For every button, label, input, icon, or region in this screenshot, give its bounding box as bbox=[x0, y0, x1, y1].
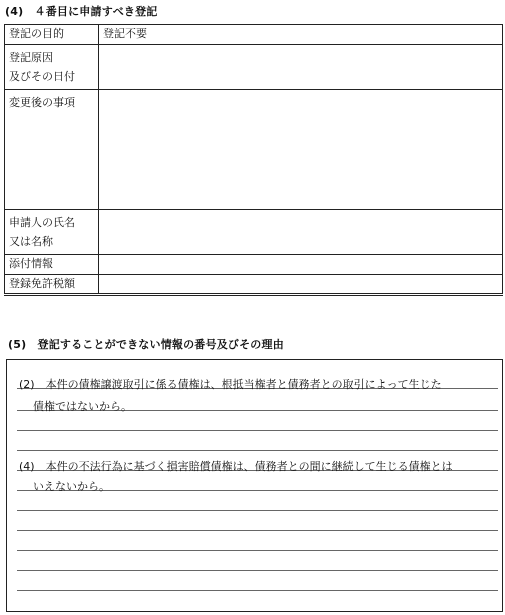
section4-title: (4) ４番目に申請すべき登記 bbox=[5, 5, 158, 18]
ruled-line bbox=[17, 530, 498, 531]
row-purpose bbox=[5, 25, 503, 45]
ruled-line bbox=[17, 570, 498, 571]
reason-line-1: (2) 本件の債権譲渡取引に係る債権は、根抵当権者と債務者との取引によって生じた bbox=[19, 378, 442, 391]
row-tax bbox=[5, 275, 503, 295]
label-cause-date: 登記原因 及びその日付 bbox=[5, 45, 99, 90]
label-purpose: 登記の目的 bbox=[5, 25, 99, 45]
label-applicant: 申請人の氏名 又は名称 bbox=[5, 210, 99, 255]
row-attachments bbox=[5, 255, 503, 275]
value-tax[interactable] bbox=[99, 275, 503, 295]
value-applicant[interactable] bbox=[99, 210, 503, 255]
row-applicant bbox=[5, 210, 503, 255]
ruled-line bbox=[17, 590, 498, 591]
value-cause-date[interactable] bbox=[99, 45, 503, 90]
label-changed-matters: 変更後の事項 bbox=[5, 90, 99, 210]
reason-writing-box[interactable] bbox=[6, 359, 503, 612]
value-changed-matters[interactable] bbox=[99, 90, 503, 210]
section5-title: (5) 登記することができない情報の番号及びその理由 bbox=[8, 338, 284, 351]
ruled-line bbox=[17, 550, 498, 551]
reason-line-4: いえないから。 bbox=[33, 480, 110, 493]
reason-line-2: 債権ではないから。 bbox=[33, 400, 132, 413]
label-attachments: 添付情報 bbox=[5, 255, 99, 275]
value-purpose[interactable]: 登記不要 bbox=[99, 25, 503, 45]
ruled-line bbox=[17, 430, 498, 431]
row-changed-matters bbox=[5, 90, 503, 210]
row-cause-date bbox=[5, 45, 503, 90]
registration-form-table bbox=[4, 24, 503, 296]
ruled-line bbox=[17, 510, 498, 511]
reason-line-3: (4) 本件の不法行為に基づく損害賠償債権は、債務者との間に継続して生じる債権とは bbox=[19, 460, 453, 473]
label-tax: 登録免許税額 bbox=[5, 275, 99, 295]
ruled-line bbox=[17, 450, 498, 451]
value-attachments[interactable] bbox=[99, 255, 503, 275]
